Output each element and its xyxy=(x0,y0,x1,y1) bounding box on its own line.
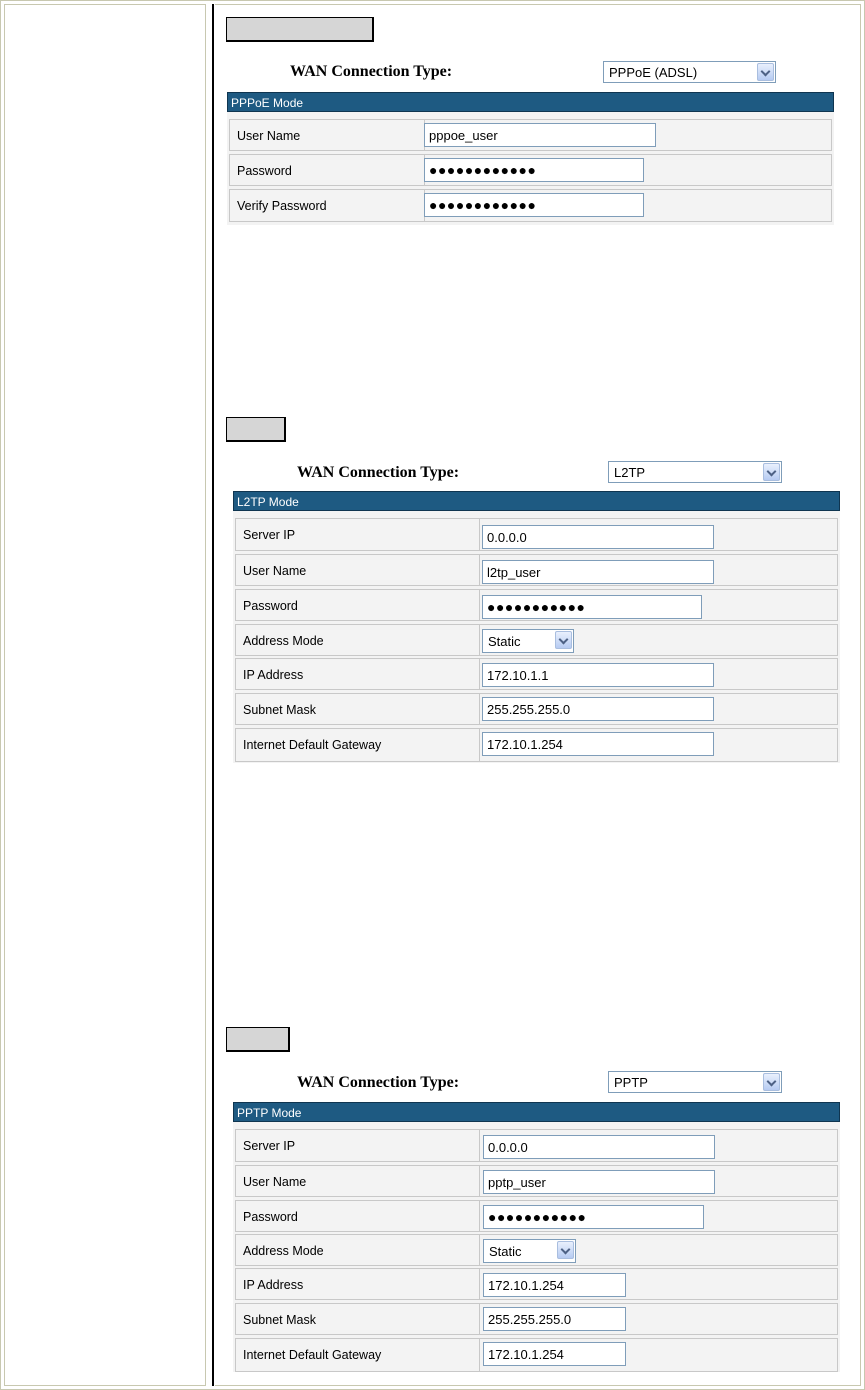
pptp-address-mode-label: Address Mode xyxy=(243,1244,324,1258)
pptp-wan-connection-type-value: PPTP xyxy=(614,1075,648,1090)
l2tp-user-name-label: User Name xyxy=(243,564,307,578)
pptp-user-name-input[interactable] xyxy=(483,1170,715,1194)
left-column xyxy=(4,4,206,1386)
pppoe-verify-password-label: Verify Password xyxy=(237,199,327,213)
pppoe-password-input[interactable] xyxy=(424,158,644,182)
pptp-password-label: Password xyxy=(243,1210,298,1224)
chevron-down-icon[interactable] xyxy=(555,631,572,649)
pptp-server-ip-value: 0.0.0.0 xyxy=(488,1140,528,1155)
pppoe-mode-header: PPPoE Mode xyxy=(227,92,834,112)
chevron-down-icon[interactable] xyxy=(557,1241,574,1259)
pptp-user-name-value: pptp_user xyxy=(488,1175,546,1190)
l2tp-subnet-mask-value: 255.255.255.0 xyxy=(487,702,571,717)
pppoe-password-value: ●●●●●●●●●●●● xyxy=(429,162,537,178)
pptp-subnet-mask-label: Subnet Mask xyxy=(243,1313,316,1327)
pptp-mode-header: PPTP Mode xyxy=(233,1102,840,1122)
l2tp-wan-connection-type-select[interactable] xyxy=(608,461,782,483)
pptp-password-input[interactable] xyxy=(483,1205,704,1229)
chevron-down-icon[interactable] xyxy=(763,1073,780,1091)
l2tp-server-ip-input[interactable] xyxy=(482,525,714,549)
l2tp-ip-address-label: IP Address xyxy=(243,668,304,682)
pppoe-caption-box xyxy=(226,17,374,42)
pptp-ip-address-value: 172.10.1.254 xyxy=(488,1278,564,1293)
pppoe-user-name-value: pppoe_user xyxy=(429,128,498,143)
l2tp-mode-header: L2TP Mode xyxy=(233,491,840,511)
pptp-address-mode-select[interactable] xyxy=(483,1239,576,1263)
l2tp-user-name-value: l2tp_user xyxy=(487,565,541,580)
l2tp-address-mode-label: Address Mode xyxy=(243,634,324,648)
pptp-server-ip-label: Server IP xyxy=(243,1139,296,1153)
l2tp-caption-box xyxy=(226,417,286,442)
l2tp-ip-address-input[interactable] xyxy=(482,663,714,687)
pptp-user-name-label: User Name xyxy=(243,1175,307,1189)
column-divider xyxy=(212,4,214,1386)
l2tp-wan-connection-type-label: WAN Connection Type: xyxy=(297,464,460,481)
l2tp-gateway-input[interactable] xyxy=(482,732,714,756)
pppoe-user-name-input[interactable] xyxy=(424,123,656,147)
pptp-gateway-label: Internet Default Gateway xyxy=(243,1348,382,1362)
l2tp-address-mode-value: Static xyxy=(488,634,521,649)
pppoe-verify-password-input[interactable] xyxy=(424,193,644,217)
l2tp-server-ip-value: 0.0.0.0 xyxy=(487,530,527,545)
chevron-down-icon[interactable] xyxy=(757,63,774,81)
pptp-server-ip-input[interactable] xyxy=(483,1135,715,1159)
l2tp-password-label: Password xyxy=(243,599,298,613)
l2tp-ip-address-value: 172.10.1.1 xyxy=(487,668,549,683)
pptp-wan-connection-type-label: WAN Connection Type: xyxy=(297,1074,460,1091)
pppoe-password-label: Password xyxy=(237,164,292,178)
pptp-address-mode-value: Static xyxy=(489,1244,522,1259)
l2tp-gateway-value: 172.10.1.254 xyxy=(487,737,563,752)
l2tp-gateway-label: Internet Default Gateway xyxy=(243,738,382,752)
pptp-subnet-mask-value: 255.255.255.0 xyxy=(488,1312,572,1327)
pptp-caption-box xyxy=(226,1027,290,1052)
pptp-password-value: ●●●●●●●●●●● xyxy=(488,1209,587,1225)
pppoe-verify-password-value: ●●●●●●●●●●●● xyxy=(429,197,537,213)
l2tp-address-mode-select[interactable] xyxy=(482,629,574,653)
pptp-wan-connection-type-select[interactable] xyxy=(608,1071,782,1093)
pptp-gateway-value: 172.10.1.254 xyxy=(488,1347,564,1362)
l2tp-password-value: ●●●●●●●●●●● xyxy=(487,599,586,615)
l2tp-wan-connection-type-value: L2TP xyxy=(614,465,646,480)
pppoe-user-name-label: User Name xyxy=(237,129,301,143)
l2tp-server-ip-label: Server IP xyxy=(243,528,296,542)
chevron-down-icon[interactable] xyxy=(763,463,780,481)
pptp-gateway-input[interactable] xyxy=(483,1342,626,1366)
pppoe-wan-connection-type-select[interactable] xyxy=(603,61,776,83)
l2tp-user-name-input[interactable] xyxy=(482,560,714,584)
pppoe-wan-connection-type-label: WAN Connection Type: xyxy=(290,63,453,80)
pptp-ip-address-input[interactable] xyxy=(483,1273,626,1297)
pptp-ip-address-label: IP Address xyxy=(243,1278,304,1292)
l2tp-subnet-mask-label: Subnet Mask xyxy=(243,703,316,717)
pptp-subnet-mask-input[interactable] xyxy=(483,1307,626,1331)
l2tp-password-input[interactable] xyxy=(482,595,702,619)
pppoe-wan-connection-type-value: PPPoE (ADSL) xyxy=(609,65,698,80)
l2tp-subnet-mask-input[interactable] xyxy=(482,697,714,721)
